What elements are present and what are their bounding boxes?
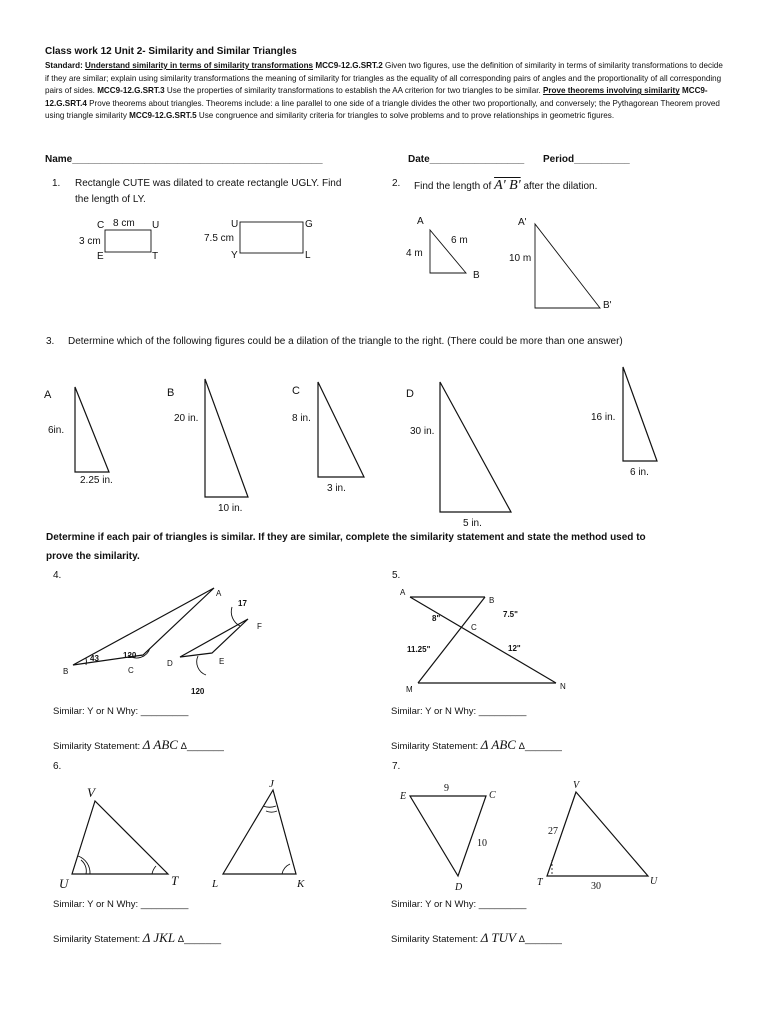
q2-text-post: after the dilation. bbox=[523, 181, 598, 192]
q7-statement-triangle: Δ TUV bbox=[480, 930, 516, 945]
q1-text-line2: the length of LY. bbox=[75, 194, 146, 205]
instructions-line1: Determine if each pair of triangles is similar. If they are similar, complete the similarity statement and state the method used to bbox=[46, 532, 646, 543]
q4-label-c: C bbox=[128, 666, 134, 675]
q5-statement-label: Similarity Statement: bbox=[391, 741, 479, 752]
q2-vertex-a: A bbox=[417, 216, 424, 227]
standard-code-3: MCC9-12.G.SRT.4 bbox=[45, 86, 708, 108]
q6-statement-label: Similarity Statement: bbox=[53, 934, 141, 945]
q4-label-a: A bbox=[216, 589, 222, 598]
q5-label-c: C bbox=[471, 623, 477, 632]
q7-length-ec: 9 bbox=[444, 783, 449, 794]
q3-c-base: 3 in. bbox=[327, 483, 346, 494]
q5-length-mc: 11.25" bbox=[407, 645, 431, 654]
standard-code-4: MCC9-12.G.SRT.5 bbox=[129, 111, 197, 121]
q7-statement[interactable] bbox=[391, 930, 562, 946]
date-field[interactable]: Date_________________ bbox=[408, 154, 525, 165]
q4-angle-c: 120 bbox=[123, 651, 137, 660]
q3-b-height: 20 in. bbox=[174, 413, 199, 424]
q3-a-height: 6in. bbox=[48, 425, 65, 436]
q3-b-base: 10 in. bbox=[218, 503, 243, 514]
q6-statement-triangle: Δ JKL bbox=[142, 930, 176, 945]
standard-text-4: Use congruence and similarity criteria for triangles to solve problems and to prove relationships in geometric figures. bbox=[198, 111, 615, 121]
standard-text-3: Prove theorems about triangles. Theorems include: a line parallel to one side of a triangle divides the other two proportionally, and conversely; the Pythagorean Theorem proved using triangle similarity bbox=[45, 98, 720, 121]
q7-label-e: E bbox=[400, 791, 407, 802]
standard-text-1: Given two figures, use the definition of similarity in terms of similarity transformations to decide if they are similar; explain using similarity transformations the meaning of similarity for triangles as the equality of all corresponding pairs of angles and the proportionality of all corresponding pairs of sides. bbox=[45, 61, 723, 96]
q3-d-label: D bbox=[406, 388, 414, 400]
q3-d-height: 30 in. bbox=[410, 426, 435, 437]
standard-code-1: MCC9-12.G.SRT.2 bbox=[315, 61, 383, 70]
q5-number: 5. bbox=[392, 570, 401, 581]
q3-text: Determine which of the following figures could be a dilation of the triangle to the right. (There could be more than one answer) bbox=[68, 336, 623, 347]
q4-number: 4. bbox=[53, 570, 62, 581]
vertex-e: E bbox=[97, 251, 104, 262]
q3-c-height: 8 in. bbox=[292, 413, 311, 424]
q7-statement-blank[interactable]: Δ_______ bbox=[518, 934, 562, 945]
q4-angle-f: 17 bbox=[238, 599, 247, 608]
q4-label-d: D bbox=[167, 659, 173, 668]
q2-hyp-length: 6 m bbox=[451, 235, 468, 246]
q3-ref-height: 16 in. bbox=[591, 412, 616, 423]
q5-similar-prompt[interactable]: Similar: Y or N Why: _________ bbox=[391, 706, 527, 717]
q4-label-e: E bbox=[219, 657, 225, 666]
ugly-side-length: 7.5 cm bbox=[204, 233, 235, 244]
q7-similar-prompt[interactable]: Similar: Y or N Why: _________ bbox=[391, 899, 527, 910]
q2-segment: A' B' bbox=[494, 178, 521, 193]
q5-length-bc: 7.5" bbox=[503, 610, 518, 619]
q5-statement-triangle: Δ ABC bbox=[480, 737, 516, 752]
instructions-line2: prove the similarity. bbox=[46, 551, 140, 562]
q5-label-n: N bbox=[560, 682, 566, 691]
cute-top-length: 8 cm bbox=[113, 218, 135, 229]
q3-number: 3. bbox=[46, 336, 55, 347]
standard-code-2: MCC9-12.G.SRT.3 bbox=[97, 86, 165, 96]
q7-label-t: T bbox=[537, 877, 543, 888]
standard-topic-2: Prove theorems involving similarity bbox=[542, 86, 680, 96]
standard-label: Standard: bbox=[45, 61, 83, 70]
q5-length-nc: 12" bbox=[508, 644, 521, 653]
q5-label-b: B bbox=[489, 596, 495, 605]
q4-statement-triangle: Δ ABC bbox=[142, 737, 178, 752]
q4-statement-blank[interactable]: Δ_______ bbox=[180, 741, 224, 752]
q3-d-base: 5 in. bbox=[463, 518, 482, 529]
q7-length-tu: 30 bbox=[591, 881, 601, 892]
q7-statement-label: Similarity Statement: bbox=[391, 934, 479, 945]
q7-triangle-vtu bbox=[547, 792, 648, 876]
q6-similar-prompt[interactable]: Similar: Y or N Why: _________ bbox=[53, 899, 189, 910]
q2-vertex-a-prime: A' bbox=[518, 217, 527, 228]
q3-a-label: A bbox=[44, 389, 52, 401]
q3-b-label: B bbox=[167, 387, 175, 399]
q7-number: 7. bbox=[392, 761, 401, 772]
q2-number: 2. bbox=[392, 178, 401, 189]
q4-label-b: B bbox=[63, 667, 69, 676]
q2-left-length: 4 m bbox=[406, 248, 423, 259]
q6-label-l: L bbox=[212, 878, 219, 890]
q7-label-d: D bbox=[455, 882, 463, 893]
q5-statement-blank[interactable]: Δ_______ bbox=[518, 741, 562, 752]
vertex-u2: U bbox=[231, 219, 239, 230]
q1-text-line1: Rectangle CUTE was dilated to create rectangle UGLY. Find bbox=[75, 178, 342, 189]
q3-ref-base: 6 in. bbox=[630, 467, 649, 478]
q2-vertex-b: B bbox=[473, 270, 480, 281]
vertex-c: C bbox=[97, 220, 105, 231]
q6-label-t: T bbox=[171, 873, 179, 888]
worksheet-title: Class work 12 Unit 2- Similarity and Similar Triangles bbox=[45, 46, 297, 57]
q5-label-m: M bbox=[406, 685, 413, 694]
q7-triangle-ecd bbox=[410, 796, 486, 876]
vertex-y: Y bbox=[231, 250, 238, 261]
cute-side-length: 3 cm bbox=[79, 236, 101, 247]
q7-label-c: C bbox=[489, 790, 496, 801]
q7-label-u: U bbox=[650, 876, 658, 887]
period-field[interactable]: Period__________ bbox=[543, 154, 630, 165]
q6-label-v: V bbox=[87, 785, 95, 800]
name-field[interactable]: Name_____________________________________________ bbox=[45, 154, 323, 165]
q5-label-a: A bbox=[400, 588, 406, 597]
q5-length-ac: 8" bbox=[432, 614, 441, 623]
q3-c-label: C bbox=[292, 385, 300, 397]
q6-statement-blank[interactable]: Δ_______ bbox=[177, 934, 222, 945]
q7-label-v: V bbox=[573, 780, 580, 791]
q1-number: 1. bbox=[52, 178, 61, 189]
q7-length-cd: 10 bbox=[477, 838, 487, 849]
q2-vertex-b-prime: B' bbox=[603, 300, 612, 311]
q3-a-base: 2.25 in. bbox=[80, 475, 113, 486]
q2-left-length-prime: 10 m bbox=[509, 253, 532, 264]
vertex-t: T bbox=[152, 251, 159, 262]
vertex-g: G bbox=[305, 219, 313, 230]
standard-topic-1: Understand similarity in terms of similarity transformations bbox=[85, 61, 314, 70]
q4-label-f: F bbox=[257, 622, 262, 631]
q2-text-pre: Find the length of bbox=[414, 181, 492, 192]
q6-number: 6. bbox=[53, 761, 62, 772]
q7-length-vt: 27 bbox=[548, 826, 558, 837]
q6-label-u: U bbox=[59, 876, 69, 891]
vertex-l: L bbox=[305, 250, 311, 261]
standard-text-2: Use the properties of similarity transformations to establish the AA criterion for two triangles to be similar. bbox=[166, 86, 541, 96]
q4-angle-e: 120 bbox=[191, 687, 205, 696]
q4-angle-b: 43 bbox=[90, 654, 99, 663]
q4-similar-prompt[interactable]: Similar: Y or N Why: _________ bbox=[53, 706, 189, 717]
q6-label-j: J bbox=[269, 778, 274, 790]
q6-label-k: K bbox=[297, 878, 305, 890]
q4-statement-label: Similarity Statement: bbox=[53, 741, 141, 752]
vertex-u: U bbox=[152, 220, 160, 231]
